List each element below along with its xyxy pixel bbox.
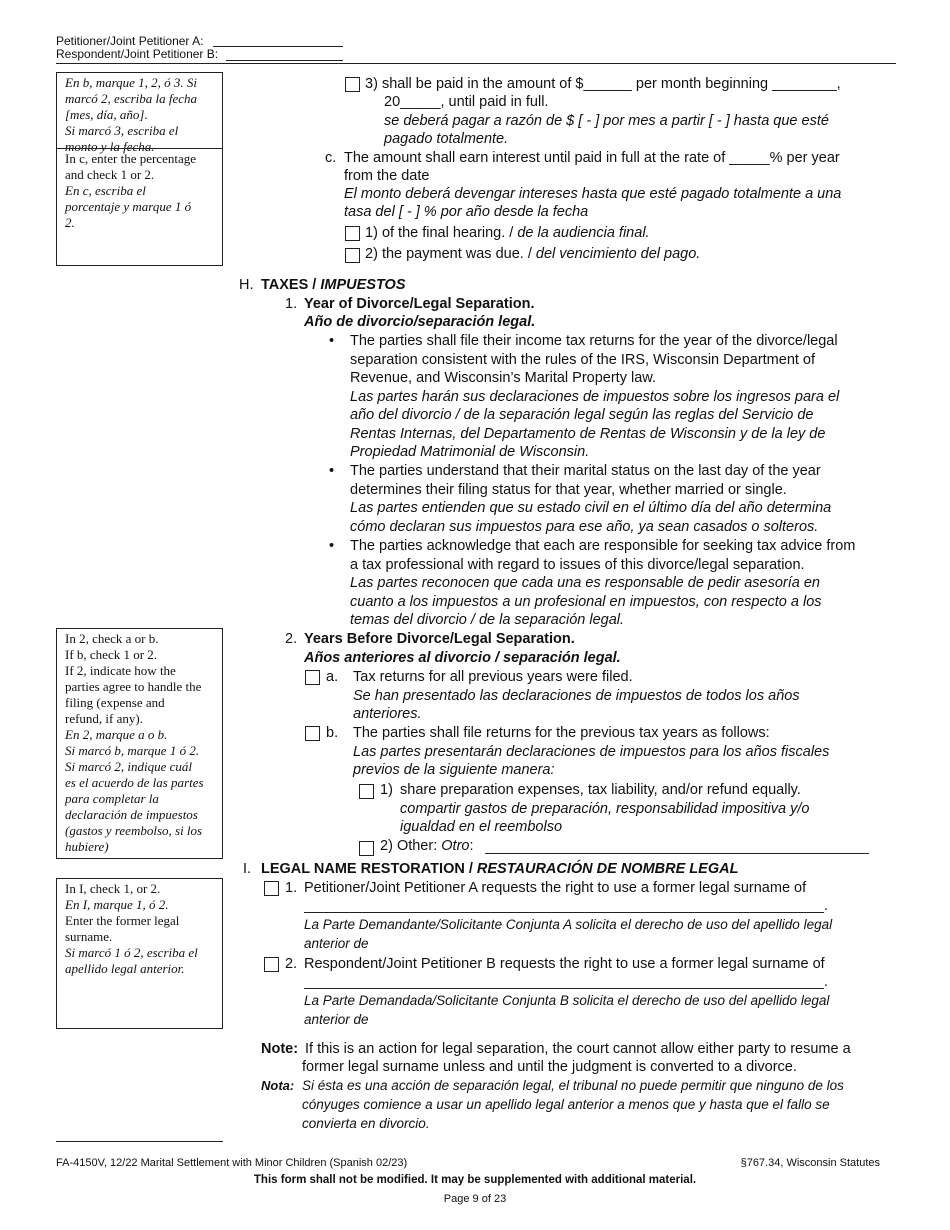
- taxes-2a-es-1: Se han presentado las declaraciones de impuestos de todos los años: [353, 688, 800, 704]
- petitioner-field[interactable]: [213, 46, 343, 47]
- taxes-2-number: 2.: [285, 631, 298, 647]
- legal-name-2-number: 2.: [285, 956, 298, 972]
- header-rule: [56, 63, 896, 64]
- section-i-letter: I.: [243, 861, 252, 877]
- taxes-2b-text: The parties shall file returns for the previous tax years as follows:: [353, 725, 770, 741]
- taxes-other-field[interactable]: [485, 853, 869, 854]
- section-i-title: LEGAL NAME RESTORATION / RESTAURACIÓN DE NOMBRE LEGAL: [261, 861, 739, 877]
- respondent-label: Respondent/Joint Petitioner B:: [56, 47, 219, 61]
- bullet-icon: •: [329, 463, 335, 479]
- taxes-2-title-es: Años anteriores al divorcio / separación legal.: [304, 650, 621, 666]
- taxes-2b2: 2) Other: Otro:: [380, 838, 474, 854]
- note-text-1: If this is an action for legal separation, the court cannot allow either party to resume a: [305, 1041, 851, 1057]
- legal-name-1-text: Petitioner/Joint Petitioner A requests the right to use a former legal surname of: [304, 880, 807, 896]
- legal-name-1-es-2: anterior de: [304, 936, 369, 951]
- nota-text-2: cónyuges comience a usar un apellido legal anterior a menos que y hasta que el fallo se: [302, 1097, 830, 1112]
- footer-rule: [56, 1141, 223, 1142]
- legal-name-1-es-1: La Parte Demandante/Solicitante Conjunta A solicita el derecho de uso del apellido legal: [304, 917, 833, 932]
- taxes-2b2-checkbox[interactable]: [359, 841, 374, 856]
- payment-c-text-2: from the date: [344, 168, 430, 184]
- side-note-payment-b: En b, marque 1, 2, ó 3. Si marcó 2, escriba la fecha [mes, día, año]. Si marcó 3, escriba el monto y la fecha.: [56, 72, 223, 149]
- side-note-legal-name: In I, check 1, or 2. En I, marque 1, ó 2. Enter the former legal surname. Si marcó 1 ó 2, escriba el apellido legal anterior.: [56, 878, 223, 1029]
- payment-c1-checkbox[interactable]: [345, 226, 360, 241]
- legal-name-1-surname-field[interactable]: [304, 912, 824, 913]
- payment-3-number: 3): [365, 76, 378, 92]
- taxes-2b1-es-1: compartir gastos de preparación, responsabilidad impositiva y/o: [400, 801, 810, 817]
- side-note-payment-c: In c, enter the percentage and check 1 or 2. En c, escriba el porcentaje y marque 1 ó 2.: [56, 148, 223, 266]
- payment-3-text: shall be paid in the amount of $______ per month beginning ________,: [381, 76, 841, 92]
- payment-c2: 2) the payment was due. / del vencimiento del pago.: [365, 246, 701, 262]
- respondent-field[interactable]: [226, 60, 343, 61]
- legal-name-2-text: Respondent/Joint Petitioner B requests the right to use a former legal surname of: [304, 956, 825, 972]
- taxes-1-title-es: Año de divorcio/separación legal.: [304, 314, 536, 330]
- payment-c-text-1: The amount shall earn interest until paid in full at the rate of _____% per year: [344, 150, 840, 166]
- nota-text-3: convierta en divorcio.: [302, 1116, 430, 1131]
- taxes-2a-checkbox[interactable]: [305, 670, 320, 685]
- legal-name-2-es-2: anterior de: [304, 1012, 369, 1027]
- payment-3-text-2: 20_____, until paid in full.: [384, 94, 549, 110]
- period-mark: .: [824, 898, 829, 914]
- page-number: Page 9 of 23: [443, 1193, 507, 1205]
- nota-label: Nota:: [261, 1078, 295, 1093]
- payment-c-es-1: El monto deberá devengar intereses hasta que esté pagado totalmente a una: [344, 186, 842, 202]
- petitioner-label: Petitioner/Joint Petitioner A:: [56, 34, 204, 48]
- payment-c1: 1) of the final hearing. / de la audiencia final.: [365, 225, 650, 241]
- taxes-bullet-1: The parties shall file their income tax returns for the year of the divorce/legal separation consistent with the rules of the IRS, Wisconsin Department of Revenue, and Wisconsin’s Marital Property law. Las partes harán sus declaraciones de impuestos sobre los ingresos para el año del divorcio / de la separación legal según las reglas del Servicio de Rentas Internas, del Departamento de Rentas de Wisconsin y de la ley de Propiedad Matrimonial de Wisconsin.: [350, 333, 840, 460]
- statute-ref: §767.34, Wisconsin Statutes: [740, 1157, 880, 1169]
- taxes-1-number: 1.: [285, 296, 298, 312]
- nota-text-1: Si ésta es una acción de separación legal, el tribunal no puede permitir que ninguno de los: [302, 1078, 844, 1093]
- taxes-2a-text: Tax returns for all previous years were filed.: [353, 669, 633, 685]
- taxes-2b-label: b.: [326, 725, 339, 741]
- payment-c2-checkbox[interactable]: [345, 248, 360, 263]
- legal-name-2-checkbox[interactable]: [264, 957, 279, 972]
- payment-3-checkbox[interactable]: [345, 77, 360, 92]
- taxes-2b-es-2: previos de la siguiente manera:: [353, 762, 555, 778]
- taxes-2b1-text: share preparation expenses, tax liability, and/or refund equally.: [400, 782, 801, 798]
- side-note-taxes: In 2, check a or b. If b, check 1 or 2. If 2, indicate how the parties agree to handle the filing (expense and refund, if any). En 2, marque a o b. Si marcó b, marque 1 ó 2. Si marcó 2, indique cuál es el acuerdo de las partes para completar la declaración de impuestos (gastos y reembolso, si los hubiere): [56, 628, 223, 859]
- taxes-2b-checkbox[interactable]: [305, 726, 320, 741]
- taxes-2a-es-2: anteriores.: [353, 706, 422, 722]
- period-mark: .: [824, 974, 829, 990]
- payment-3-es-2: pagado totalmente.: [384, 131, 509, 147]
- section-h-title: TAXES / IMPUESTOS: [261, 277, 406, 293]
- taxes-2-title: Years Before Divorce/Legal Separation.: [304, 631, 575, 647]
- taxes-2a-label: a.: [326, 669, 339, 685]
- note-text-2: former legal surname unless and until the judgment is converted to a divorce.: [302, 1059, 797, 1075]
- form-id: FA-4150V, 12/22 Marital Settlement with Minor Children (Spanish 02/23): [56, 1157, 408, 1169]
- payment-3-es-1: se deberá pagar a razón de $ [ - ] por mes a partir [ - ] hasta que esté: [384, 113, 829, 129]
- legal-name-2-es-1: La Parte Demandada/Solicitante Conjunta B solicita el derecho de uso del apellido legal: [304, 993, 830, 1008]
- legal-name-1-checkbox[interactable]: [264, 881, 279, 896]
- taxes-2b1-number: 1): [380, 782, 393, 798]
- bullet-icon: •: [329, 333, 335, 349]
- taxes-bullet-2: The parties understand that their marital status on the last day of the year determines their filing status for that year, whether married or single. Las partes entienden que su estado civil en el último día del año determina cómo declaran sus impuestos para ese año, ya sean casados o solteros.: [350, 463, 832, 535]
- taxes-2b1-es-2: igualdad en el reembolso: [400, 819, 563, 835]
- payment-c-es-2: tasa del [ - ] % por año desde la fecha: [344, 204, 589, 220]
- taxes-2b1-checkbox[interactable]: [359, 784, 374, 799]
- legal-name-1-number: 1.: [285, 880, 298, 896]
- section-h-letter: H.: [239, 277, 254, 293]
- modification-notice: This form shall not be modified. It may be supplemented with additional material.: [253, 1174, 697, 1186]
- taxes-2b-es-1: Las partes presentarán declaraciones de impuestos para los años fiscales: [353, 744, 830, 760]
- bullet-icon: •: [329, 538, 335, 554]
- note-label: Note:: [261, 1041, 299, 1057]
- legal-name-2-surname-field[interactable]: [304, 988, 824, 989]
- taxes-bullet-3: The parties acknowledge that each are responsible for seeking tax advice from a tax professional with regard to issues of this divorce/legal separation. Las partes reconocen que cada una es responsable de pedir asesoría en cuanto a los impuestos a un profesional en impuestos, con respecto a los temas del divorcio / de la separación legal.: [350, 538, 856, 628]
- payment-c-label: c.: [325, 150, 337, 166]
- taxes-1-title: Year of Divorce/Legal Separation.: [304, 296, 535, 312]
